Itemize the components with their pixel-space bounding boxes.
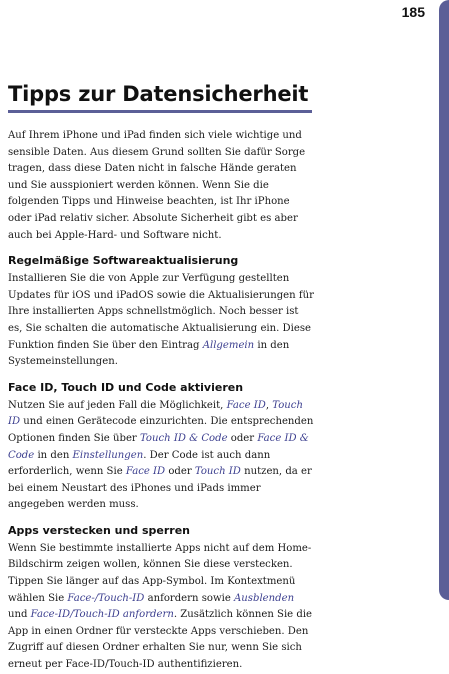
setting-reference: Ausblenden xyxy=(234,592,295,604)
setting-reference: Face-ID/Touch-ID anfordern xyxy=(30,609,174,621)
text-run: in den xyxy=(34,449,73,461)
setting-reference: Touch ID & Code xyxy=(139,432,228,444)
intro-paragraph: Auf Ihrem iPhone und iPad finden sich viele wichtige und sensible Daten. Aus diesem Grund sollten Sie dafür Sorge tragen, dass diese Daten nicht in falsche Hände geraten und Sie ausspioniert werden können. Wenn Sie die folgenden Tipps und Hinweise beachten, ist Ihr iPhone oder iPad relativ sicher. Absolute Sicherheit gibt es aber auch bei Apple-Hard- und Software nicht. xyxy=(8,130,306,241)
section-heading-hide-apps: Apps verstecken und sperren xyxy=(8,523,191,537)
setting-reference: Touch ID xyxy=(8,399,303,428)
chapter-side-tab xyxy=(439,0,449,600)
setting-reference: Touch ID xyxy=(194,466,241,478)
setting-reference: Face-/Touch-ID xyxy=(67,592,145,604)
text-run: . Zusätzlich können Sie die App in einen Ordner für versteckte Apps verschieben. Den Zugriff auf diesen Ordner erhalten Sie nur, wenn Sie sich erneut per Face-ID/Touch-ID authentifizieren. xyxy=(8,609,313,671)
section-paragraph-face-touch-id xyxy=(8,398,314,514)
section-paragraph-hide-apps xyxy=(8,541,314,674)
text-run: . Der Code ist auch dann erforderlich, wenn Sie xyxy=(8,449,271,478)
setting-reference: Face ID & Code xyxy=(8,432,309,461)
text-run: und xyxy=(8,609,31,621)
text-run: und einen Gerätecode einzurichten. Die entsprechenden Optionen finden Sie über xyxy=(8,416,314,444)
text-run: in den Systemeinstellungen. xyxy=(8,339,290,368)
setting-reference: Einstellungen xyxy=(72,449,144,461)
text-run: , xyxy=(265,399,273,411)
section-paragraph-software-update xyxy=(8,271,314,371)
text-run: oder xyxy=(227,432,258,444)
title-underline xyxy=(8,110,312,113)
text-run: nutzen, da er bei einem Neustart des iPhones und iPads immer angegeben werden muss. xyxy=(8,466,312,511)
section-heading-software-update: Regelmäßige Softwareaktualisierung xyxy=(8,254,239,268)
section-heading-face-touch-id: Face ID, Touch ID und Code aktivieren xyxy=(8,380,244,394)
page-body xyxy=(8,128,314,674)
text-run: anfordern sowie xyxy=(144,592,235,604)
page-number: 185 xyxy=(401,4,425,20)
setting-reference: Allgemein xyxy=(202,339,255,351)
text-run: Installieren Sie die von Apple zur Verfügung gestellten Updates für iOS und iPadOS sowie die Aktualisierungen für Ihre installierten Apps schnellstmöglich. Noch besser ist es, Sie schalten die automatische Aktualisierung ein. Diese Funktion finden Sie über den Eintrag xyxy=(8,273,314,351)
text-run: Nutzen Sie auf jeden Fall die Möglichkeit, xyxy=(8,399,227,411)
text-run: Wenn Sie bestimmte installierte Apps nicht auf dem Home-Bildschirm zeigen wollen, können Sie diese verstecken. Tippen Sie länger auf das App-Symbol. Im Kontextmenü wählen Sie xyxy=(8,542,312,604)
text-run: oder xyxy=(165,466,195,478)
setting-reference: Face ID xyxy=(125,466,166,478)
chapter-title: Tipps zur Datensicherheit xyxy=(8,82,309,106)
setting-reference: Face ID xyxy=(226,399,266,411)
